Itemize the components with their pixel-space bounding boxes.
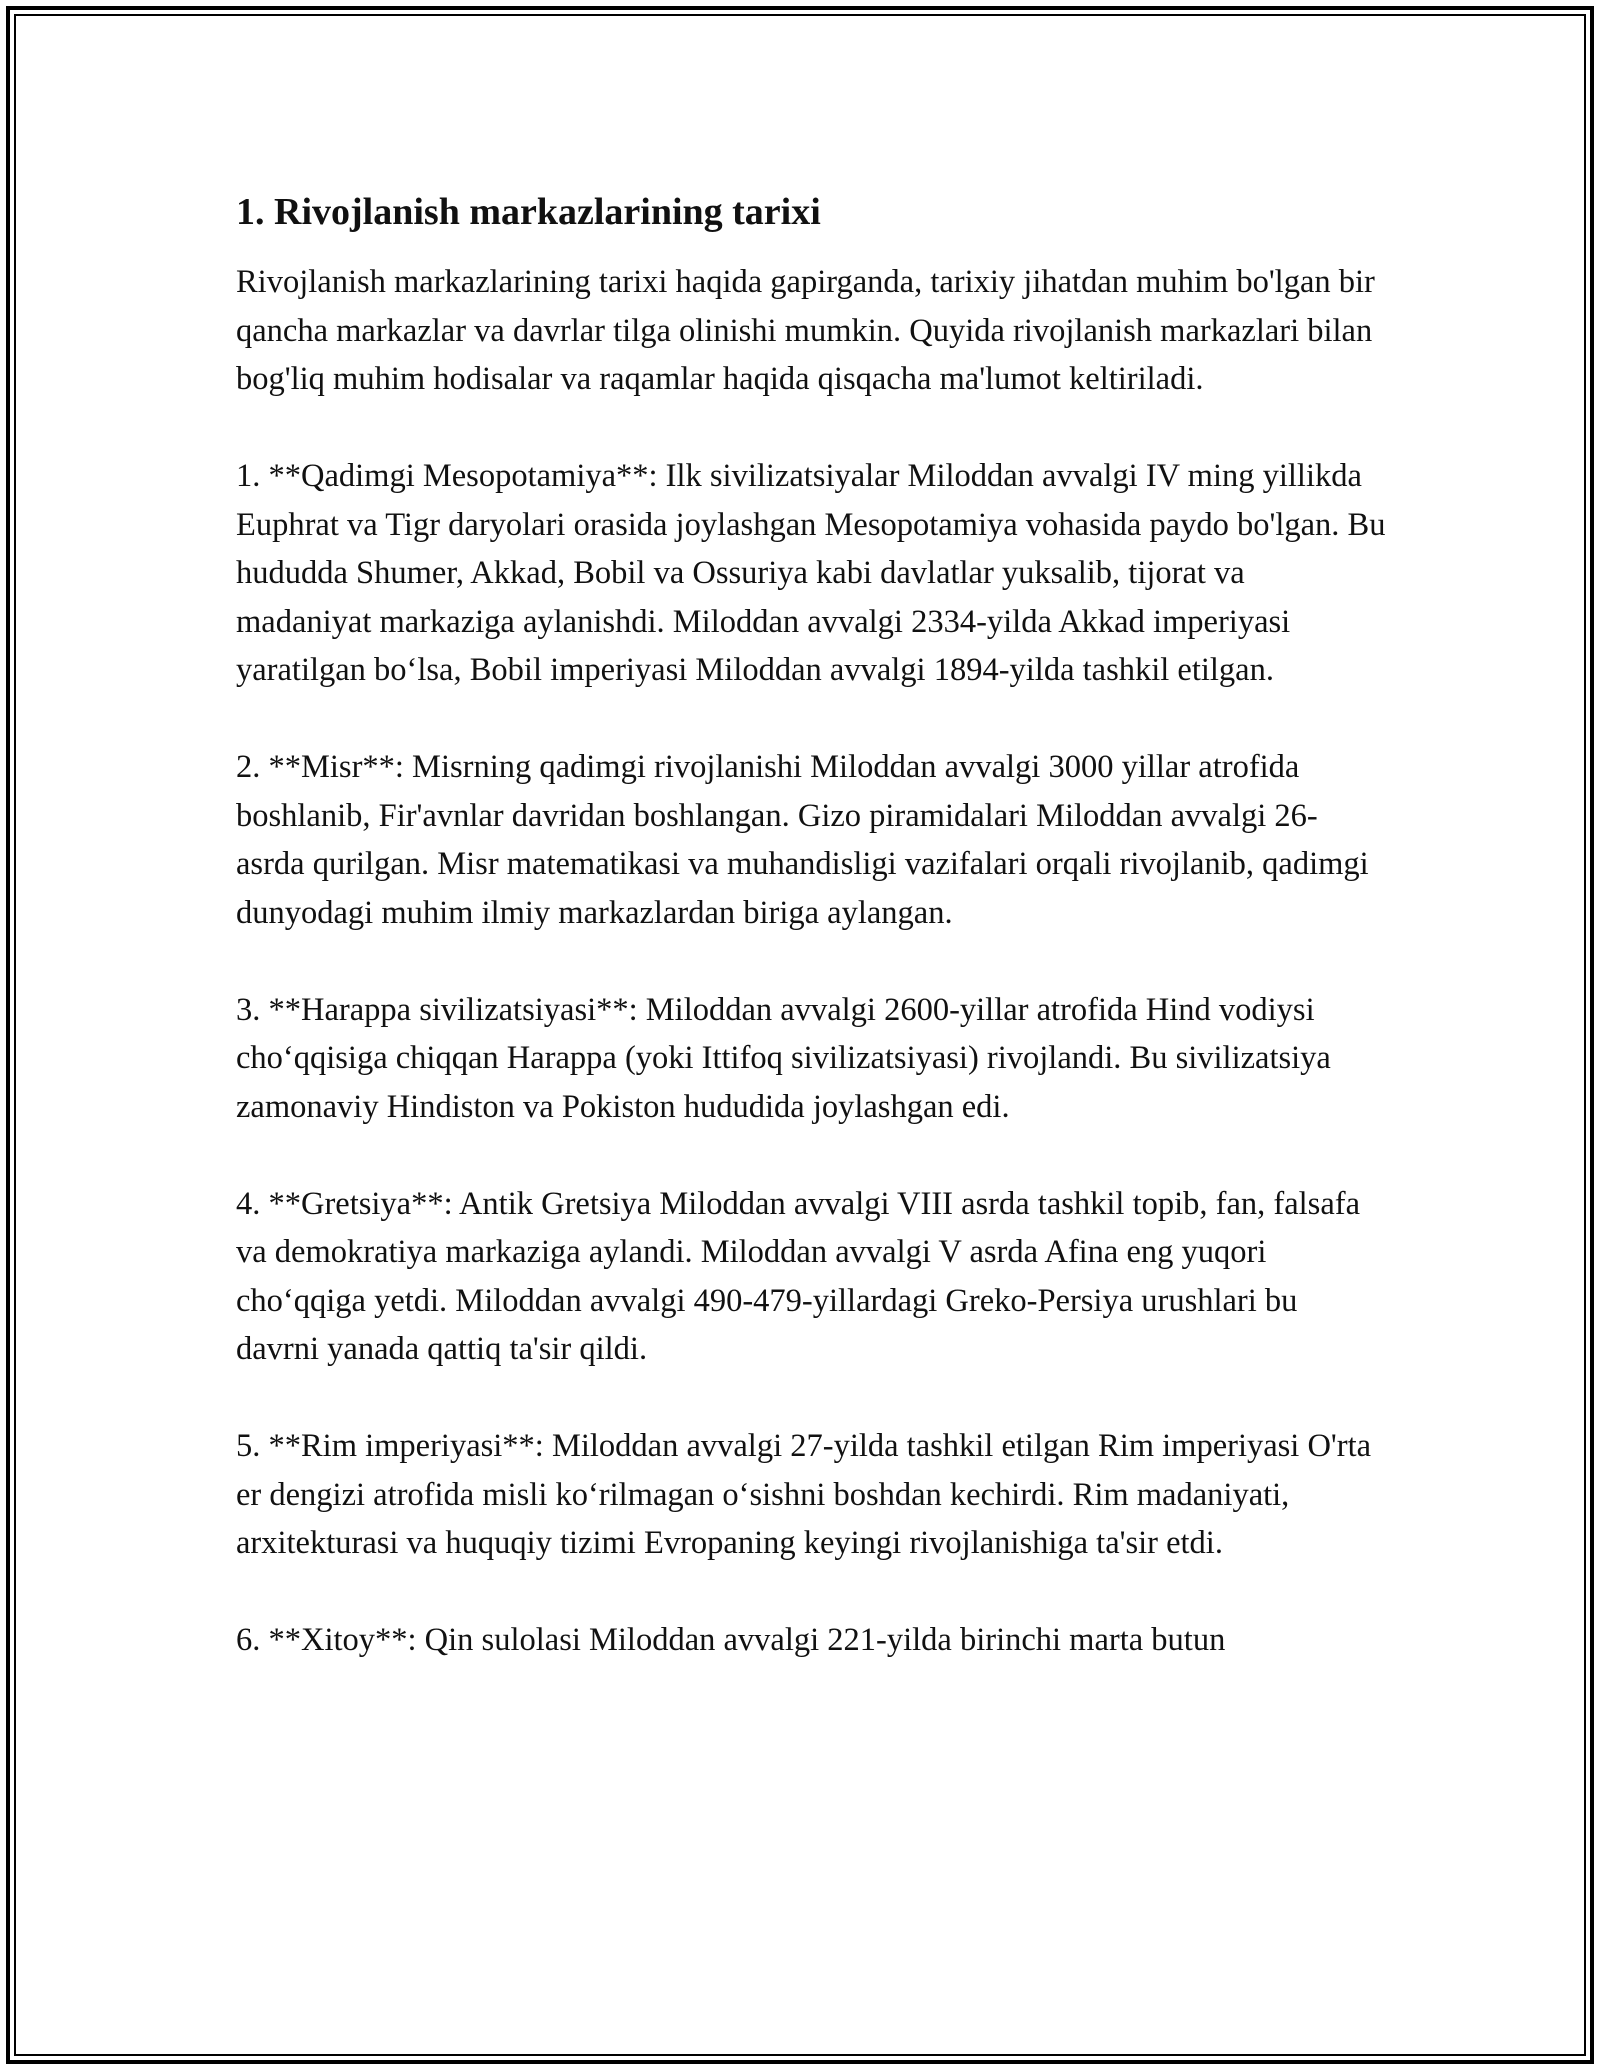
paragraph-rim: 5. **Rim imperiyasi**: Miloddan avvalgi 27-yilda tashkil etilgan Rim imperiyasi O'rta er dengizi atrofida misli ko‘rilmagan o‘sishni boshdan kechirdi. Rim madaniyati, arxitekturasi va huquqiy tizimi Evropaning keyingi rivojlanishiga ta'sir etdi. — [236, 1428, 1372, 1561]
paragraph-harappa: 3. **Harappa sivilizatsiyasi**: Miloddan avvalgi 2600-yillar atrofida Hind vodiysi cho‘qqisiga chiqqan Harappa (yoki Ittifoq sivilizatsiyasi) rivojlandi. Bu sivilizatsiya zamonaviy Hindiston va Pokiston hududida joylashgan edi. — [236, 991, 1331, 1125]
paragraph-mesopotamiya: 1. **Qadimgi Mesopotamiya**: Ilk sivilizatsiyalar Miloddan avvalgi IV ming yillikda Euphrat va Tigr daryolari orasida joylashgan Mesopotamiya vohasida paydo bo'lgan. Bu hududda Shumer, Akkad, Bobil va Ossuriya kabi davlatlar yuksalib, tijorat va madaniyat markaziga aylanishdi. Miloddan avvalgi 2334-yilda Akkad imperiyasi yaratilgan bo‘lsa, Bobil imperiyasi Miloddan avvalgi 1894-yilda tashkil etilgan. — [236, 458, 1386, 688]
document-body — [236, 186, 1386, 1713]
paragraph-gretsiya: 4. **Gretsiya**: Antik Gretsiya Miloddan avvalgi VIII asrda tashkil topib, fan, falsafa va demokratiya markaziga aylandi. Miloddan avvalgi V asrda Afina eng yuqori cho‘qqiga yetdi. Miloddan avvalgi 490-479-yillardagi Greko-Persiya urushlari bu davrni yanada qattiq ta'sir qildi. — [236, 1185, 1360, 1367]
document-title: 1. Rivojlanish markazlarining tarixi — [236, 191, 821, 233]
paragraph-misr: 2. **Misr**: Misrning qadimgi rivojlanishi Miloddan avvalgi 3000 yillar atrofida boshlanib, Fir'avnlar davridan boshlangan. Gizo piramidalari Miloddan avvalgi 26-asrda qurilgan. Misr matematikasi va muhandisligi vazifalari orqali rivojlanib, qadimgi dunyodagi muhim ilmiy markazlardan biriga aylangan. — [236, 749, 1369, 931]
paragraph-xitoy: 6. **Xitoy**: Qin sulolasi Miloddan avvalgi 221-yilda birinchi marta butun — [236, 1622, 1226, 1658]
intro-paragraph: Rivojlanish markazlarining tarixi haqida gapirganda, tarixiy jihatdan muhim bo'lgan bir qancha markazlar va davrlar tilga olinishi mumkin. Quyida rivojlanish markazlari bilan bog'liq muhim hodisalar va raqamlar haqida qisqacha ma'lumot keltiriladi. — [236, 264, 1375, 397]
